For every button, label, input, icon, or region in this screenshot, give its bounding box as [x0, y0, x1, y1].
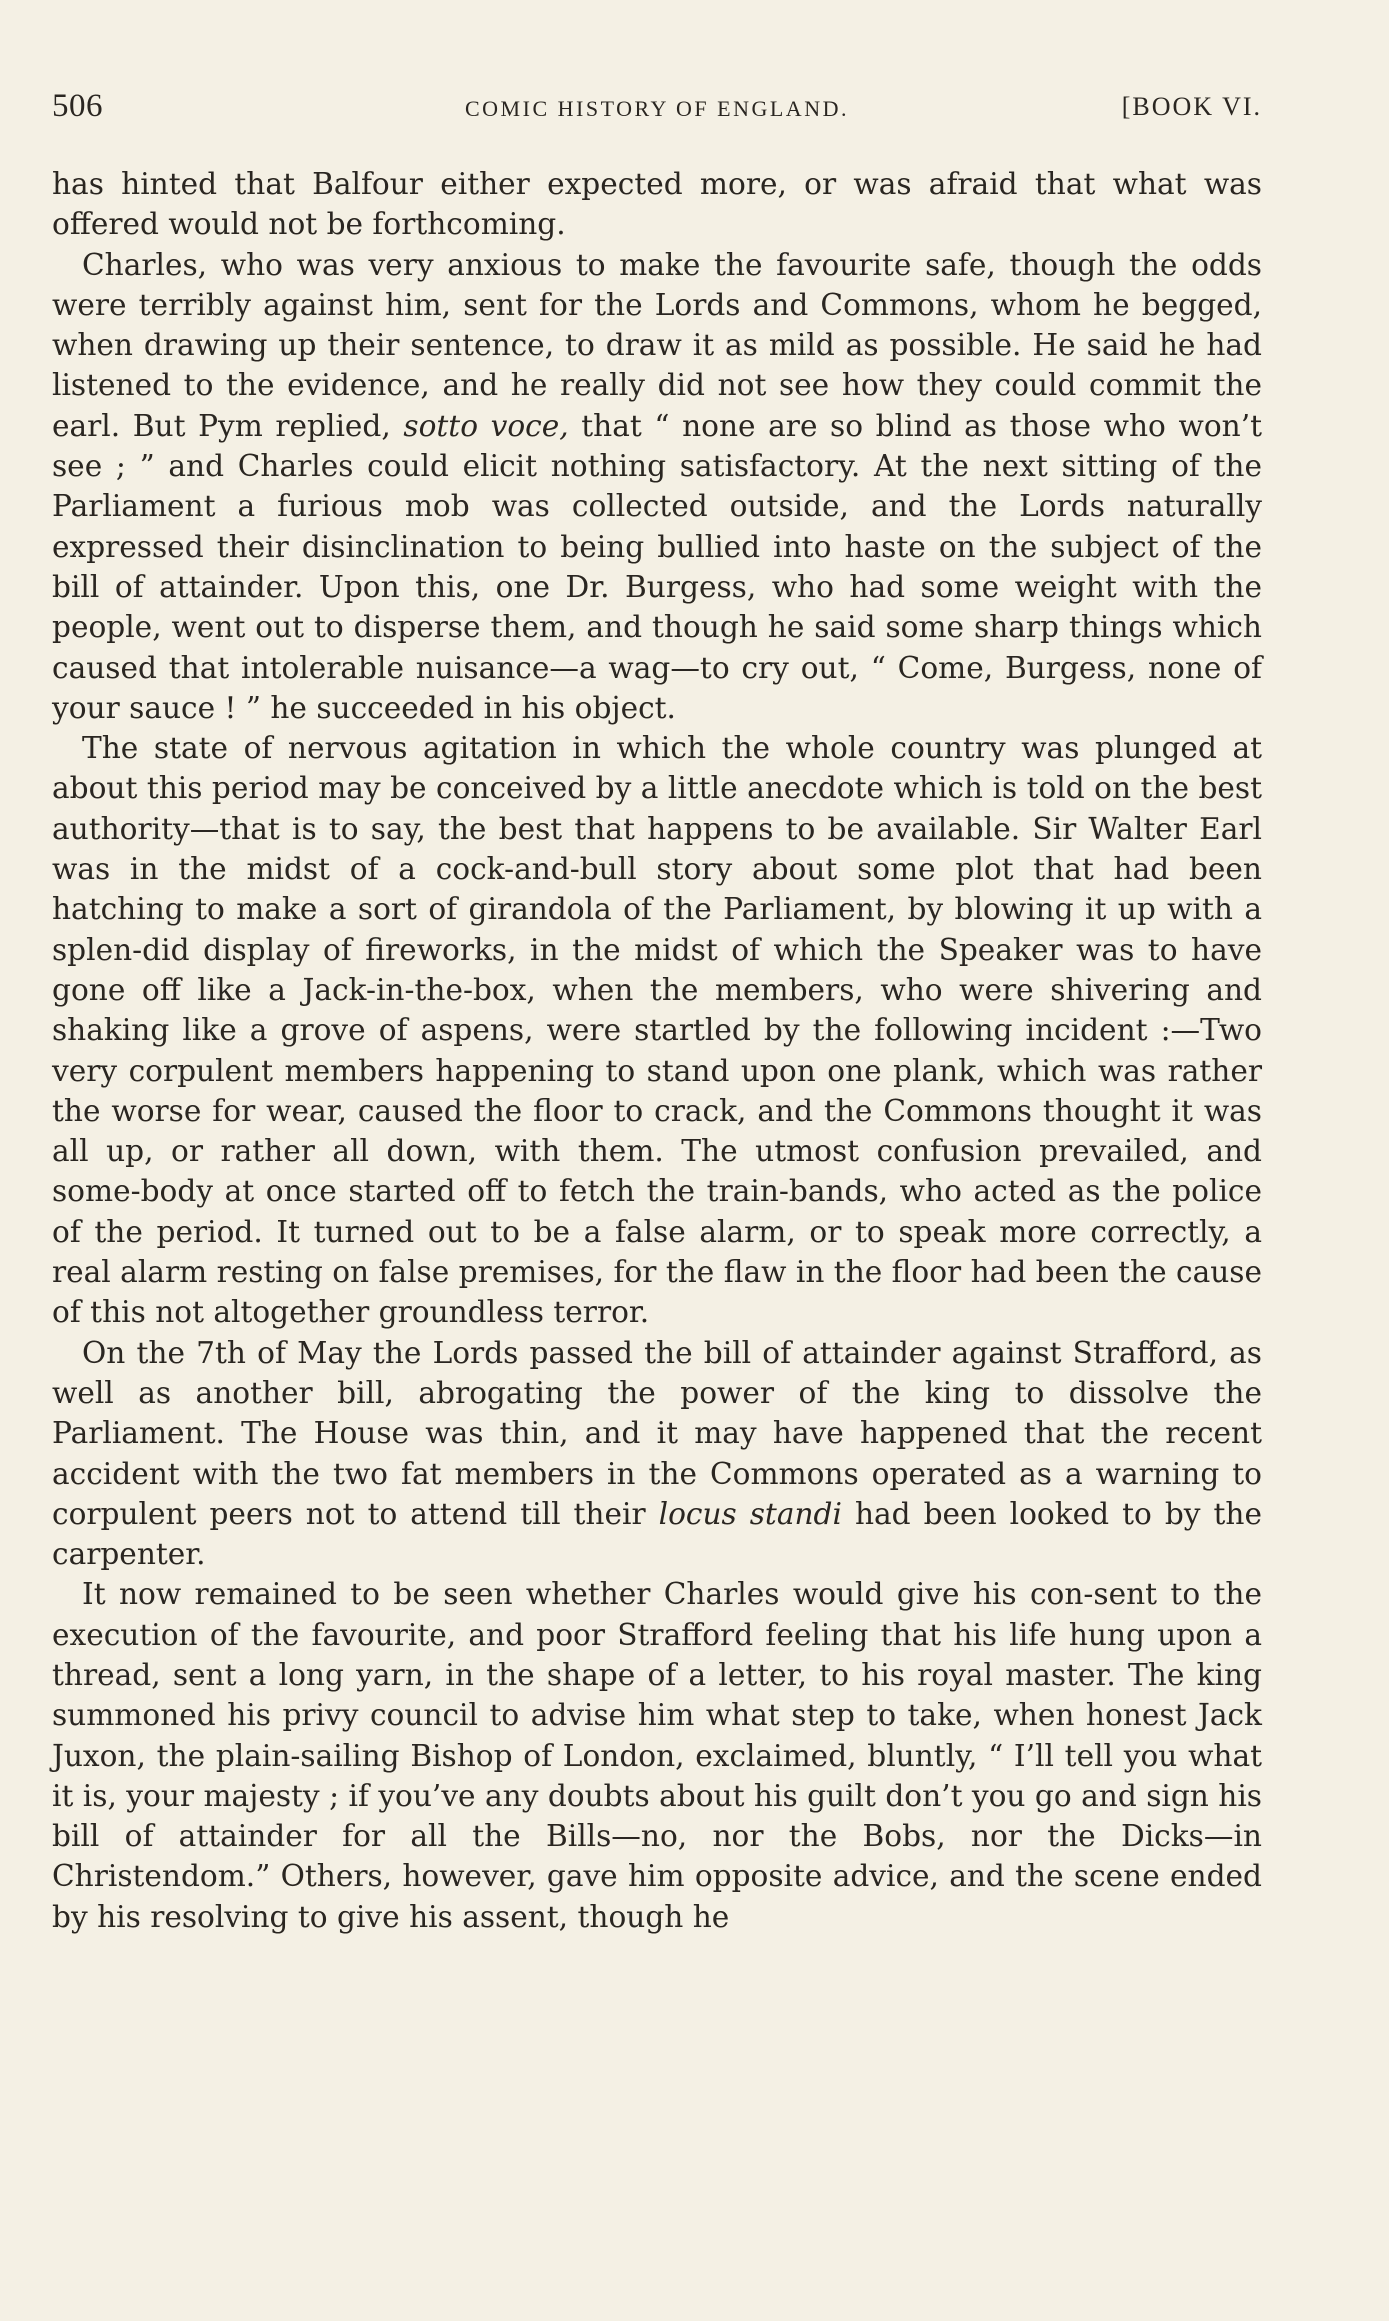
paragraph: [52, 1574, 1262, 1937]
text-run: had been looked to by the carpenter.: [52, 1496, 1262, 1572]
italic-phrase: locus standi: [658, 1496, 842, 1531]
text-run: Charles, who was very anxious to make the favourite safe, though the odds were terribly against him, sent for the Lords and Commons, whom he begged, when drawing up their sentence, to draw it as mild as possible. He said he had listened to the evidence, and he really did not see how they could commit the earl. But Pym replied,: [52, 247, 1262, 443]
paragraph: [52, 245, 1262, 729]
text-run: The state of nervous agitation in which the whole country was plunged at about this period may be conceived by a little anecdote which is told on the best authority—that is to say, the best that happens to be available. Sir Walter Earl was in the midst of a cock-and-bull story about some plot that had been hatching to make a sort of girandola of the Parliament, by blowing it up with a splen-did display of fireworks, in the midst of which the Speaker was to have gone off like a Jack-in-the-box, when the members, who were shivering and shaking like a grove of aspens, were startled by the following incident :—Two very corpulent members happening to stand upon one plank, which was rather the worse for wear, caused the floor to crack, and the Commons thought it was all up, or rather all down, with them. The utmost confusion prevailed, and some-body at once started off to fetch the train-bands, who acted as the police of the period. It turned out to be a false alarm, or to speak more correctly, a real alarm resting on false premises, for the flaw in the floor had been the cause of this not altogether groundless terror.: [52, 731, 1262, 1330]
paragraph: [52, 164, 1262, 245]
paragraph: [52, 1333, 1262, 1575]
italic-phrase: sotto voce,: [403, 408, 569, 443]
paragraph: [52, 728, 1262, 1332]
body-text: [52, 164, 1262, 1937]
text-run: It now remained to be seen whether Charles would give his con-sent to the execution of the favourite, and poor Strafford feeling that his life hung upon a thread, sent a long yarn, in the shape of a letter, to his royal master. The king summoned his privy council to advise him what step to take, when honest Jack Juxon, the plain-sailing Bishop of London, exclaimed, bluntly, “ I’ll tell you what it is, your majesty ; if you’ve any doubts about his guilt don’t you go and sign his bill of attainder for all the Bills—no, nor the Bobs, nor the Dicks—in Christendom.” Others, however, gave him opposite advice, and the scene ended by his resolving to give his assent, though he: [52, 1577, 1262, 1934]
page-number: 506: [52, 88, 103, 124]
text-run: has hinted that Balfour either expected more, or was afraid that what was offered would not be forthcoming.: [52, 167, 1262, 242]
running-header: [52, 88, 1262, 132]
book-page: [52, 88, 1262, 1937]
running-title: COMIC HISTORY OF ENGLAND.: [465, 96, 849, 121]
book-reference: [BOOK VI.: [1121, 92, 1262, 121]
text-run: On the 7th of May the Lords passed the bill of attainder against Strafford, as well as another bill, abrogating the power of the king to dissolve the Parliament. The House was thin, and it may have happened that the recent accident with the two fat members in the Commons operated as a warning to corpulent peers not to attend till their: [52, 1335, 1262, 1531]
text-run: that “ none are so blind as those who won’t see ; ” and Charles could elicit nothing satisfactory. At the next sitting of the Parliament a furious mob was collected outside, and the Lords naturally expressed their disinclination to being bullied into haste on the subject of the bill of attainder. Upon this, one Dr. Burgess, who had some weight with the people, went out to disperse them, and though he said some sharp things which caused that intolerable nuisance—a wag—to cry out, “ Come, Burgess, none of your sauce ! ” he succeeded in his object.: [52, 408, 1262, 725]
